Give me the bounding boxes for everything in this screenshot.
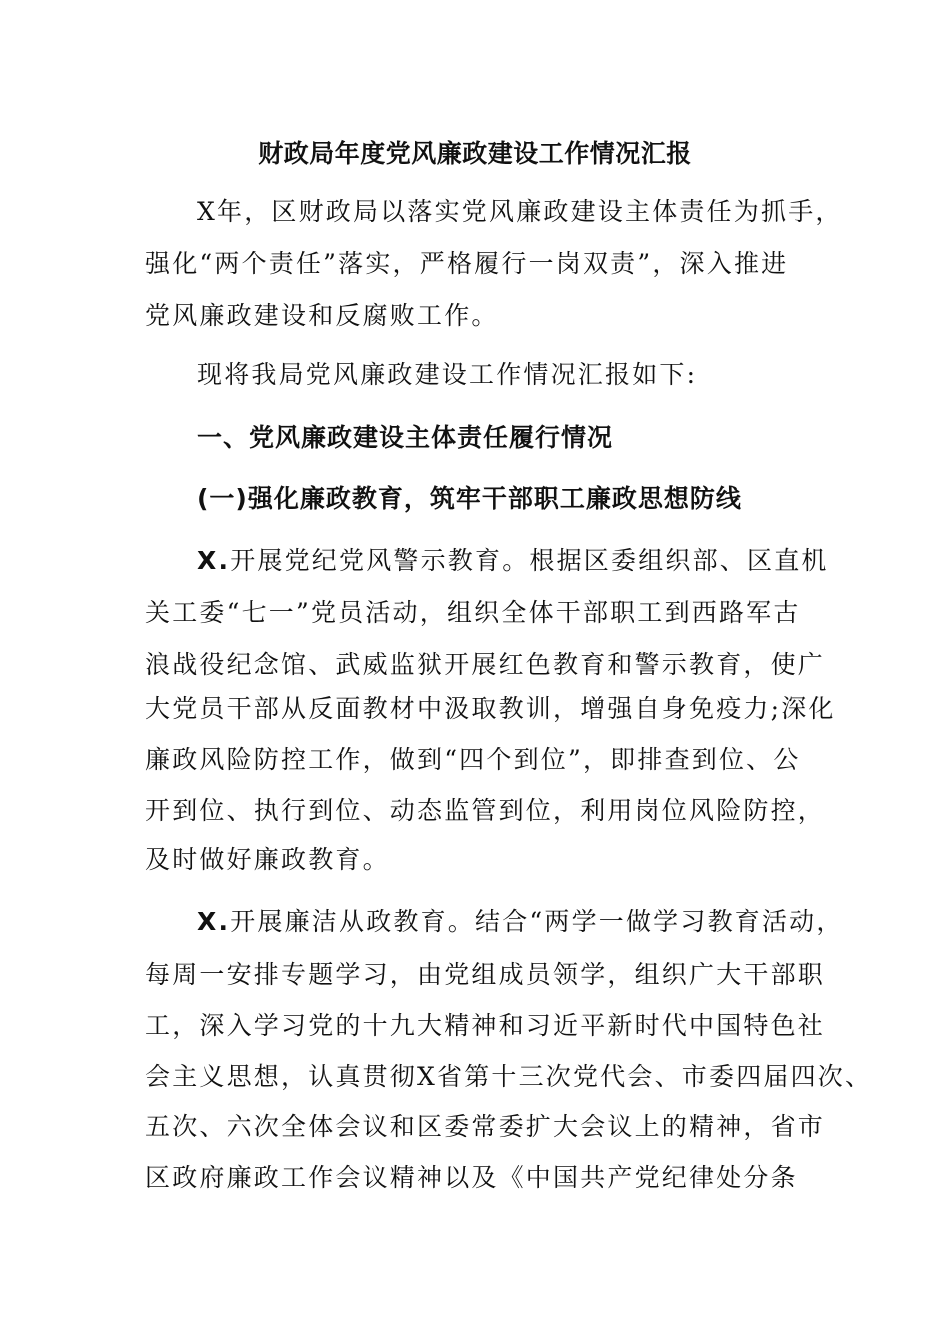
item-2-line: 区政府廉政工作会议精神以及《中国共产党纪律处分条	[145, 1163, 798, 1192]
item-2-line: 每周一安排专题学习，由党组成员领学，组织广大干部职	[145, 960, 826, 989]
item-number: X.	[197, 546, 231, 575]
item-number: X.	[197, 907, 231, 936]
intro-line: 强化“两个责任”落实，严格履行一岗双责”，深入推进	[145, 249, 789, 278]
item-1-line: 关工委“七一”党员活动，组织全体干部职工到西路军古	[145, 598, 801, 627]
intro-line: X年，区财政局以落实党风廉政建设主体责任为抓手，	[197, 197, 843, 226]
item-2-line: 会主义思想，认真贯彻X省第十三次党代会、市委四届四次、	[145, 1062, 873, 1091]
item-text: 开展廉洁从政教育。结合“两学一做学习教育活动，	[230, 907, 844, 936]
item-2-line: 五次、六次全体会议和区委常委扩大会议上的精神，省市	[145, 1112, 826, 1141]
item-2-line: 工，深入学习党的十九大精神和习近平新时代中国特色社	[145, 1011, 826, 1040]
item-text: 开展党纪党风警示教育。根据区委组织部、区直机	[230, 546, 829, 575]
item-1-first-line	[197, 546, 829, 576]
item-1-line: 廉政风险防控工作，做到“四个到位”，即排查到位、公	[145, 745, 801, 774]
subsection-heading: (一)强化廉政教育，筑牢干部职工廉政思想防线	[197, 484, 742, 513]
document-title: 财政局年度党风廉政建设工作情况汇报	[258, 139, 692, 168]
item-2-first-line	[197, 907, 844, 937]
item-1-line: 浪战役纪念馆、武威监狱开展红色教育和警示教育，使广	[145, 650, 826, 679]
intro-line: 党风廉政建设和反腐败工作。	[145, 301, 499, 330]
report-intro: 现将我局党风廉政建设工作情况汇报如下:	[197, 360, 698, 389]
section-heading: 一、党风廉政建设主体责任履行情况	[197, 423, 614, 452]
item-1-line: 及时做好廉政教育。	[145, 845, 390, 874]
item-1-line: 大党员干部从反面教材中汲取教训，增强自身免疫力;深化	[145, 694, 836, 723]
item-1-line: 开到位、执行到位、动态监管到位，利用岗位风险防控，	[145, 796, 826, 825]
